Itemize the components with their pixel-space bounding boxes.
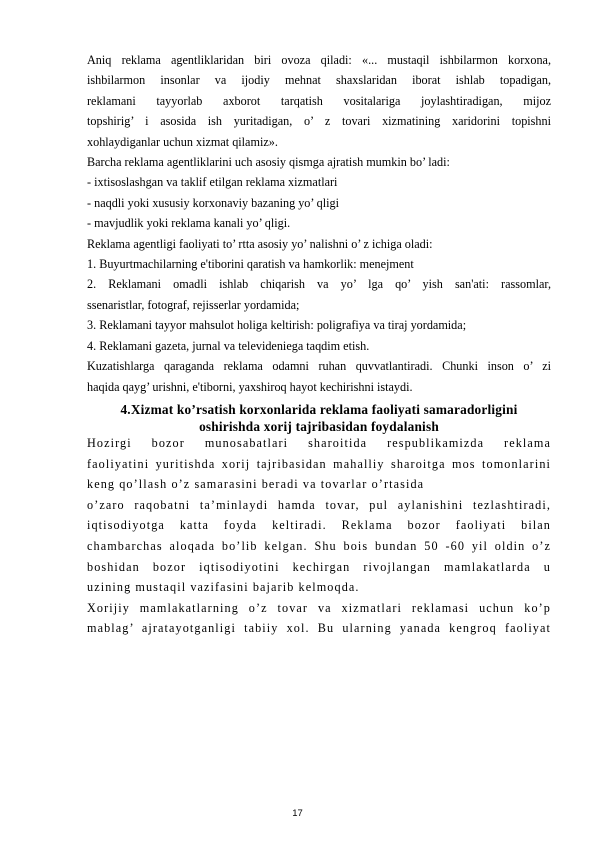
section-2-body [87,433,551,639]
page-number: 17 [292,808,303,819]
text-line: ssenaristlar, fotograf, rejisserlar yordamida; [87,297,300,312]
text-line: xohlaydiganlar uchun xizmat qilamiz». [87,134,278,149]
heading-line: oshirishda xorij tajribasidan foydalanish [199,419,439,434]
text-line: Barcha reklama agentliklarini uch asosiy qismga ajratish mumkin bo’ ladi: [87,155,450,170]
text-line: faoliyatini yuritishda xorij tajribasidan mahalliy sharoitga mos tomonlarini [87,456,551,471]
text-line: - naqdli yoki xususiy korxonaviy bazaning yo’ qligi [87,195,339,210]
text-line: o’zaro raqobatni ta’minlaydi hamda tovar, pul aylanishini tezlashtiradi, [87,497,551,512]
text-line: uzining mustaqil vazifasini bajarib kelmoqda. [87,580,360,595]
text-line: Xorijiy mamlakatlarning o’z tovar va xizmatlari reklamasi uchun ko’p [87,600,551,615]
text-line: - ixtisoslashgan va taklif etilgan reklama xizmatlari [87,175,338,190]
text-line: iqtisodiyotga katta foyda keltiradi. Reklama bozor faoliyati bilan [87,518,551,533]
text-line: haqida qayg’ urishni, e'tiborni, yaxshiroq hayot kechirishni istaydi. [87,379,413,394]
text-line: chambarchas aloqada bo’lib kelgan. Shu bois bundan 50 -60 yil oldin o’z [87,538,551,553]
text-line: 2. Reklamani omadli ishlab chiqarish va yo’ lga qo’ yish san'ati: rassomlar, [87,277,551,292]
text-line: mablag’ ajratayotganligi tabiiy xol. Bu ularning yanada kengroq faoliyat [87,621,551,636]
text-line: 4. Reklamani gazeta, jurnal va televideniega taqdim etish. [87,338,370,353]
text-line: keng qo’llash o’z samarasini beradi va tovarlar o’rtasida [87,477,425,492]
text-line: topshirig’ i asosida ish yuritadigan, o’ z tovari xizmatining xaridorini topishni [87,114,551,129]
heading-line: 4.Xizmat ko’rsatish korxonlarida reklama faoliyati samaradorligini [120,402,518,417]
text-line: ishbilarmon insonlar va ijodiy mehnat shaxslaridan iborat ishlab topadigan, [87,73,551,88]
text-line: Reklama agentligi faoliyati to’ rtta asosiy yo’ nalishni o’ z ichiga oladi: [87,236,433,251]
text-line: 1. Buyurtmachilarning e'tiborini qaratish va hamkorlik: menejment [87,257,414,272]
text-line: - mavjudlik yoki reklama kanali yo’ qligi. [87,216,291,231]
text-line: boshidan bozor iqtisodiyotini kechirgan rivojlangan mamlakatlarda u [87,559,551,574]
text-line: 3. Reklamani tayyor mahsulot holiga keltirish: poligrafiya va tiraj yordamida; [87,318,467,333]
text-line: Kuzatishlarga qaraganda reklama odamni ruhan quvvatlantiradi. Chunki inson o’ zi [87,359,551,374]
text-line: Hozirgi bozor munosabatlari sharoitida respublikamizda reklama [87,436,551,450]
section-heading [87,401,551,435]
text-line: reklamani tayyorlab axborot tarqatish vositalariga joylashtiradigan, mijoz [87,93,551,108]
section-1-body [87,50,551,397]
text-line: Aniq reklama agentliklaridan biri ovoza qiladi: «... mustaqil ishbilarmon korxona, [87,53,551,67]
